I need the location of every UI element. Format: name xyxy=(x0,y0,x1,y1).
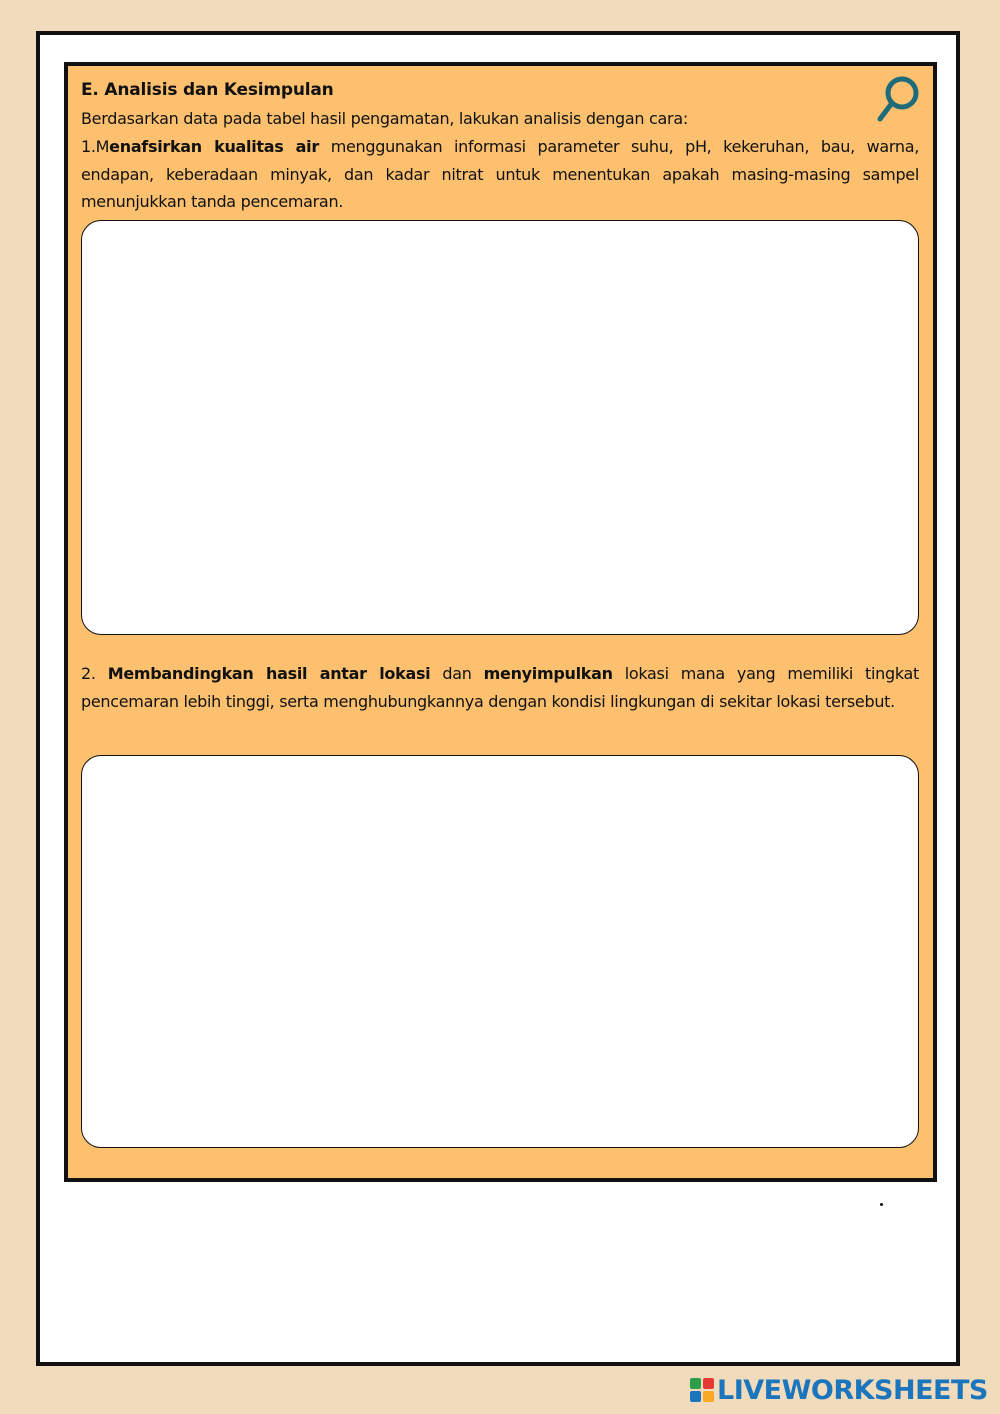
answer-box-1[interactable] xyxy=(81,220,919,635)
section-title: E. Analisis dan Kesimpulan xyxy=(81,80,334,100)
liveworksheets-logo-icon xyxy=(690,1378,714,1402)
question-2-text xyxy=(81,660,919,715)
question-2-keyword-1: Membandingkan hasil antar lokasi xyxy=(107,664,431,683)
liveworksheets-brand xyxy=(690,1374,988,1406)
question-1-text xyxy=(81,133,919,216)
question-2-keyword-2: menyimpulkan xyxy=(483,664,613,683)
question-1-body: menggunakan informasi parameter suhu, pH, kekeruhan, bau, warna, endapan, keberadaan minyak, dan kadar nitrat untuk menentukan apakah masing-masing sampel menunjukkan tanda pencemaran. xyxy=(81,137,920,211)
question-1-keyword: enafsirkan kualitas air xyxy=(109,137,319,156)
brand-text: LIVEWORKSHEETS xyxy=(717,1374,988,1406)
question-1-prefix: 1.M xyxy=(81,137,110,156)
section-intro: Berdasarkan data pada tabel hasil pengamatan, lakukan analisis dengan cara: xyxy=(81,109,688,128)
question-2-prefix: 2. xyxy=(81,664,108,683)
question-2-body: lokasi mana yang memiliki tingkat pencemaran lebih tinggi, serta menghubungkannya dengan kondisi lingkungan di sekitar lokasi tersebut. xyxy=(81,664,919,711)
question-2-connector: dan xyxy=(430,664,484,683)
answer-box-2[interactable] xyxy=(81,755,919,1148)
footer-dot xyxy=(880,1203,883,1206)
